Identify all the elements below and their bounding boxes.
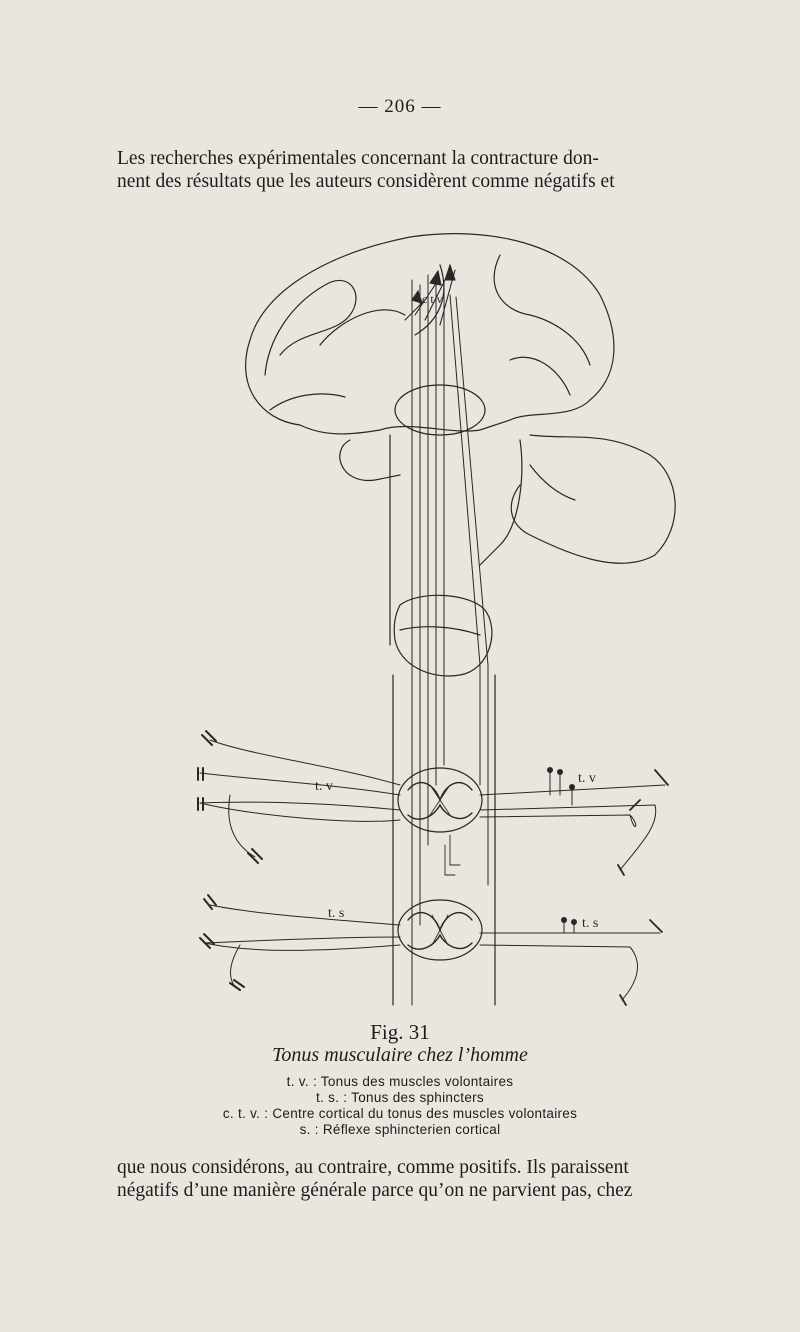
figure-nervous-system-diagram [150,225,690,1025]
spinal-segment-upper [398,768,482,832]
legend-item: t. v. : Tonus des muscles volontaires [286,1074,514,1089]
segment-connectors [445,835,460,875]
page-number: — 206 — [358,96,442,117]
right-nerves-lower [480,920,660,1000]
figure-title: Tonus musculaire chez l’homme [272,1044,528,1066]
brain-outline [246,234,614,434]
cerebellum-outline [511,435,675,563]
legend-item: c. t. v. : Centre cortical du tonus des muscles volontaires [222,1106,578,1121]
brain-gyrus [510,357,570,395]
legend-item: t. s. : Tonus des sphincters [316,1090,484,1105]
cerebellum-fold [530,465,575,500]
top-paragraph [117,147,747,193]
basal-ganglia [395,385,485,435]
label-tv-right: t. v [578,771,596,786]
brain-gyrus [494,255,590,365]
label-ts-lower: t. s [328,906,345,921]
legend-item: s. : Réflexe sphincterien cortical [299,1122,501,1137]
left-nerves-lower [205,905,400,990]
paragraph-line: Les recherches expérimentales concernant la contracture don- [117,148,599,169]
label-ctv: c t v [422,292,443,306]
paragraph-line: nent des résultats que les auteurs considèrent comme négatifs et [117,171,615,192]
bottom-paragraph [117,1156,747,1202]
descending-tracts [412,275,488,1005]
temporal-lobe [340,440,400,480]
label-ts-right: t. s [582,916,599,931]
figure-legend [0,1074,800,1138]
brain-gyrus [265,280,356,375]
paragraph-line: que nous considérons, au contraire, comme positifs. Ils paraissent [117,1157,629,1178]
paragraph-line: négatifs d’une manière générale parce qu’on ne parvient pas, chez [117,1180,633,1201]
label-tv-upper: t. v [315,779,333,794]
brain-gyrus [270,394,345,410]
figure-number: Fig. 31 [370,1020,430,1044]
left-nerves-upper [200,740,400,857]
spinal-segment-lower [398,900,482,960]
brainstem-outline [390,435,522,645]
